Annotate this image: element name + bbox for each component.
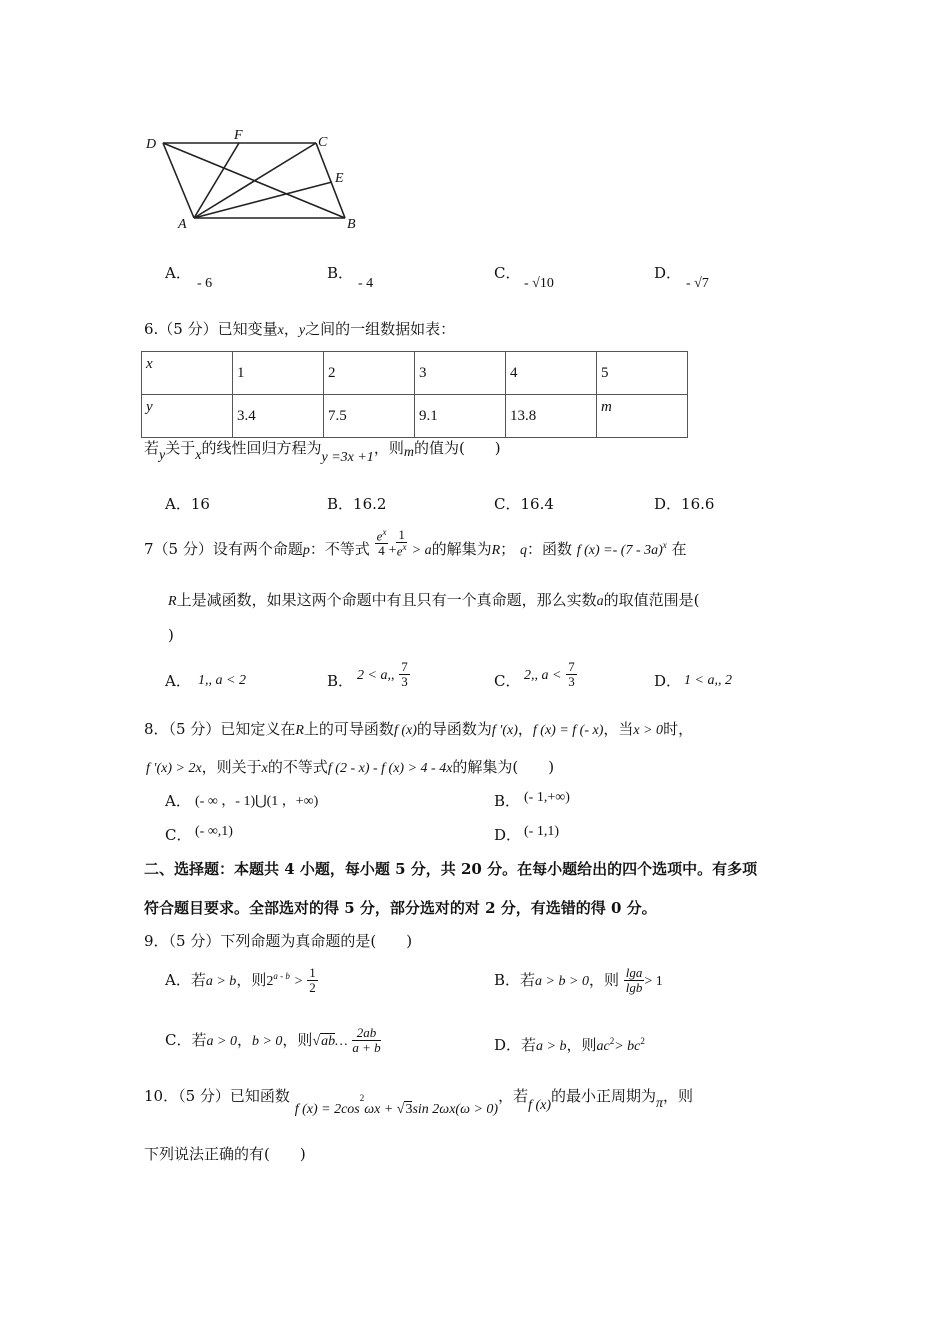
q10-line2: 下列说法正确的有( ) [144,1145,306,1163]
q8-line2: f ′(x) > 2x，则关于x的不等式f (2 - x) - f (x) > 4 - 4x的解集为( ) [146,758,555,776]
q9-option-d: D．若a > b，则$ac^2> bc^2$ [494,1036,645,1054]
q6-condition: 若y关于x的线性回归方程为y =3x +1，则m的值为( ) [144,439,501,465]
q8-option-c-letter: C． [165,826,192,844]
q5-option-b-letter: B． [327,264,354,282]
q7-line2: R上是减函数，如果这两个命题中有且只有一个真命题，那么实数a的取值范围是( [168,591,700,609]
table-row: x 1 2 3 4 5 [142,352,688,395]
q7-option-a-letter: A． [165,672,191,690]
q8-option-c-value: (- ∞,1) [195,824,233,839]
label-C: C [318,135,328,150]
section-2-header-line2: 符合题目要求。全部选对的得 5 分，部分选对的对 2 分，有选错的得 0 分。 [144,899,657,917]
q7-option-c-value: 2,, a < $\frac{7}{3}$ [524,659,575,690]
q6-data-table [141,351,688,438]
q8-line1: 8．（5 分）已知定义在R上的可导函数f (x)的导函数为f ′(x)，f (x) = f (- x)，当x > 0时， [144,720,694,738]
q7-line3: ) [168,626,174,644]
q6-option-b: B．16.2 [327,495,387,513]
q7-option-b-value: 2 < a,, $\frac{7}{3}$ [357,659,408,690]
q6-option-c: C．16.4 [494,495,554,513]
q7-line1: 7（5 分）设有两个命题p：不等式 $\frac{e^x}{4}$ + $\frac{1}{e^x}$ > a的解集为R； q：函数 f (x) =- (7 - 3a)$^x$ 在 [144,526,687,559]
label-A: A [178,217,187,232]
q9-option-c: C．若a > 0，b > 0，则√ab… $\frac{2ab}{a + b}$ [165,1025,381,1056]
q5-option-a-value: - 6 [197,276,213,291]
section-2-header-line1: 二、选择题：本题共 4 小题，每小题 5 分，共 20 分。在每小题给出的四个选项中。有多项 [144,860,758,878]
q7-option-b-letter: B． [327,672,354,690]
q5-option-d-letter: D． [654,264,682,282]
q5-option-a-letter: A． [165,264,191,282]
q8-option-a-letter: A． [165,792,191,810]
q9-option-a: A．若a > b，则2$^{a - b}$ > $\frac{1}{2}$ [165,965,316,996]
q10-line1: 10．（5 分）已知函数 f $(x) = 2\cos^2\omega x + √3\sin$ 2ωx(ω > 0)，若f (x)的最小正周期为π，则 [144,1087,694,1117]
q7-option-d-value: 1 < a,, 2 [684,673,732,688]
q8-option-b-letter: B． [494,792,521,810]
q8-option-d-letter: D． [494,826,522,844]
label-F: F [234,128,243,143]
label-E: E [335,171,344,186]
q5-option-c-value: - √10 [524,276,554,291]
q8-option-b-value: (- 1,+∞) [524,790,570,805]
q5-option-b-value: - 4 [358,276,374,291]
q7-option-d-letter: D． [654,672,682,690]
table-row: y 3.4 7.5 9.1 13.8 m [142,395,688,438]
q6-stem: 6.（5 分）已知变量x，y之间的一组数据如表： [144,320,456,338]
label-D: D [146,137,157,152]
label-B: B [347,217,356,232]
q5-option-d-value: - √7 [686,276,709,291]
q7-option-c-letter: C． [494,672,521,690]
parallelogram-figure [140,124,370,236]
q7-option-a-value: 1,, a < 2 [198,673,246,688]
q8-option-d-value: (- 1,1) [524,824,559,839]
q8-option-a-value: (- ∞ ，- 1)⋃(1 ，+∞) [195,794,319,809]
q6-option-a: A．16 [165,495,210,513]
q9-option-b: B．若a > b > 0，则 $\frac{\lg a}{\lg b}$ > 1 [494,965,663,996]
q9-stem: 9．（5 分）下列命题为真命题的是( ) [144,932,413,950]
q6-option-d: D．16.6 [654,495,715,513]
q5-option-c-letter: C． [494,264,521,282]
